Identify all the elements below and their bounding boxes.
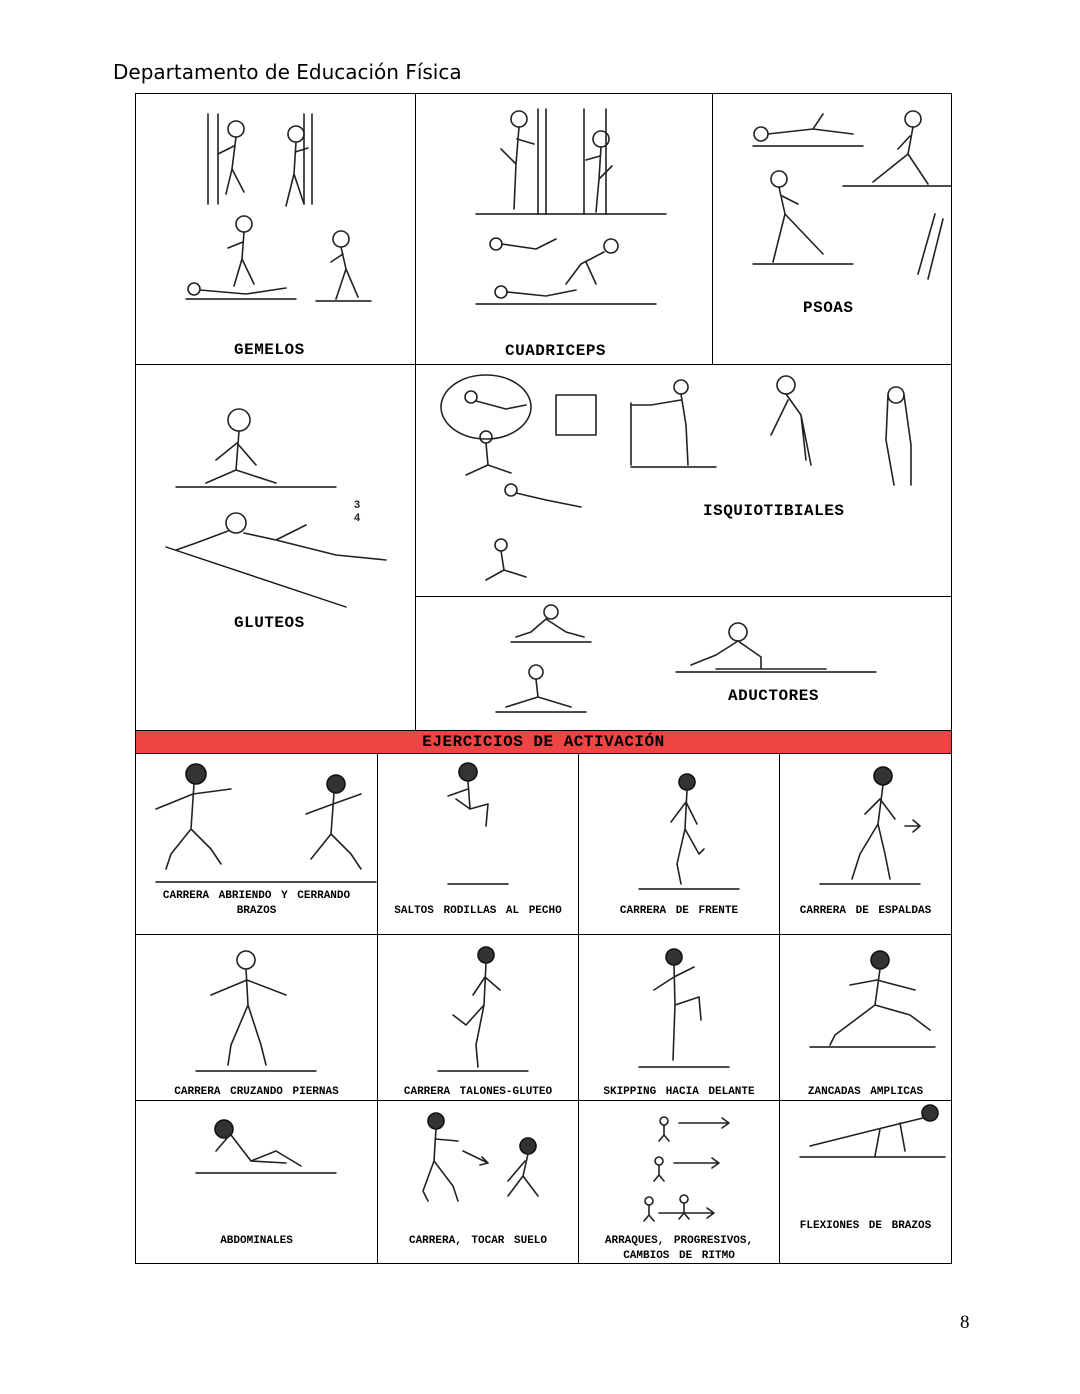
exercise-cell bbox=[135, 1100, 378, 1264]
exercise-label: CARRERA ABRIENDO Y CERRANDO BRAZOS bbox=[162, 890, 351, 917]
exercise-label: CARRERA, TOCAR SUELO bbox=[408, 1235, 548, 1247]
exercise-cell bbox=[377, 1100, 579, 1264]
exercise-label: CARRERA DE FRENTE bbox=[619, 905, 739, 917]
svg-text:4: 4 bbox=[354, 512, 361, 524]
exercise-label: SKIPPING HACIA DELANTE bbox=[603, 1086, 755, 1098]
page-header: Departamento de Educación Física bbox=[113, 60, 462, 84]
cell-gemelos bbox=[135, 93, 416, 365]
label-aductores: ADUCTORES bbox=[728, 687, 819, 705]
lunges-illustration bbox=[780, 935, 952, 1101]
exercise-cell bbox=[779, 1100, 952, 1264]
activation-title: EJERCICIOS DE ACTIVACIÓN bbox=[135, 730, 952, 754]
cell-cuadriceps bbox=[415, 93, 713, 365]
exercise-label: FLEXIONES DE BRAZOS bbox=[799, 1220, 932, 1232]
exercise-label: CARRERA CRUZANDO PIERNAS bbox=[174, 1086, 339, 1098]
exercise-cell bbox=[578, 934, 780, 1101]
psoas-illustration bbox=[713, 94, 952, 365]
exercise-label: ARRAQUES, PROGRESIVOS, CAMBIOS DE RITMO bbox=[604, 1235, 754, 1262]
exercise-cell bbox=[377, 934, 579, 1101]
exercise-cell bbox=[779, 753, 952, 935]
exercise-label: ZANCADAS AMPLICAS bbox=[807, 1086, 924, 1098]
push-ups-illustration bbox=[780, 1101, 952, 1264]
cell-psoas bbox=[712, 93, 952, 365]
cell-aductores bbox=[415, 596, 952, 731]
exercise-label: CARRERA DE ESPALDAS bbox=[799, 905, 932, 917]
cell-gluteos bbox=[135, 364, 416, 731]
exercise-cell bbox=[135, 934, 378, 1101]
label-gluteos: GLUTEOS bbox=[234, 614, 305, 632]
cuadriceps-illustration bbox=[416, 94, 713, 365]
cell-isquiotibiales bbox=[415, 364, 952, 597]
isquiotibiales-illustration bbox=[416, 365, 952, 597]
exercise-cell bbox=[135, 753, 378, 935]
exercise-cell bbox=[779, 934, 952, 1101]
label-gemelos: GEMELOS bbox=[234, 341, 305, 359]
exercise-cell bbox=[377, 753, 579, 935]
label-psoas: PSOAS bbox=[803, 299, 854, 317]
exercise-cell bbox=[578, 753, 780, 935]
page-number: 8 bbox=[960, 1312, 970, 1333]
gemelos-illustration bbox=[136, 94, 416, 365]
exercise-label: CARRERA TALONES-GLUTEO bbox=[403, 1086, 553, 1098]
label-cuadriceps: CUADRICEPS bbox=[505, 342, 607, 360]
label-isquiotibiales: ISQUIOTIBIALES bbox=[703, 502, 845, 520]
skipping-illustration bbox=[579, 935, 780, 1101]
crossing-legs-illustration bbox=[136, 935, 378, 1101]
gluteos-illustration bbox=[136, 365, 416, 731]
exercise-label: SALTOS RODILLAS AL PECHO bbox=[394, 905, 562, 917]
svg-text:3: 3 bbox=[354, 499, 361, 511]
exercise-label: ABDOMINALES bbox=[220, 1235, 293, 1247]
exercise-cell bbox=[578, 1100, 780, 1264]
heel-kick-illustration bbox=[378, 935, 579, 1101]
exercise-sheet bbox=[135, 93, 952, 1264]
aductores-illustration bbox=[416, 597, 952, 731]
